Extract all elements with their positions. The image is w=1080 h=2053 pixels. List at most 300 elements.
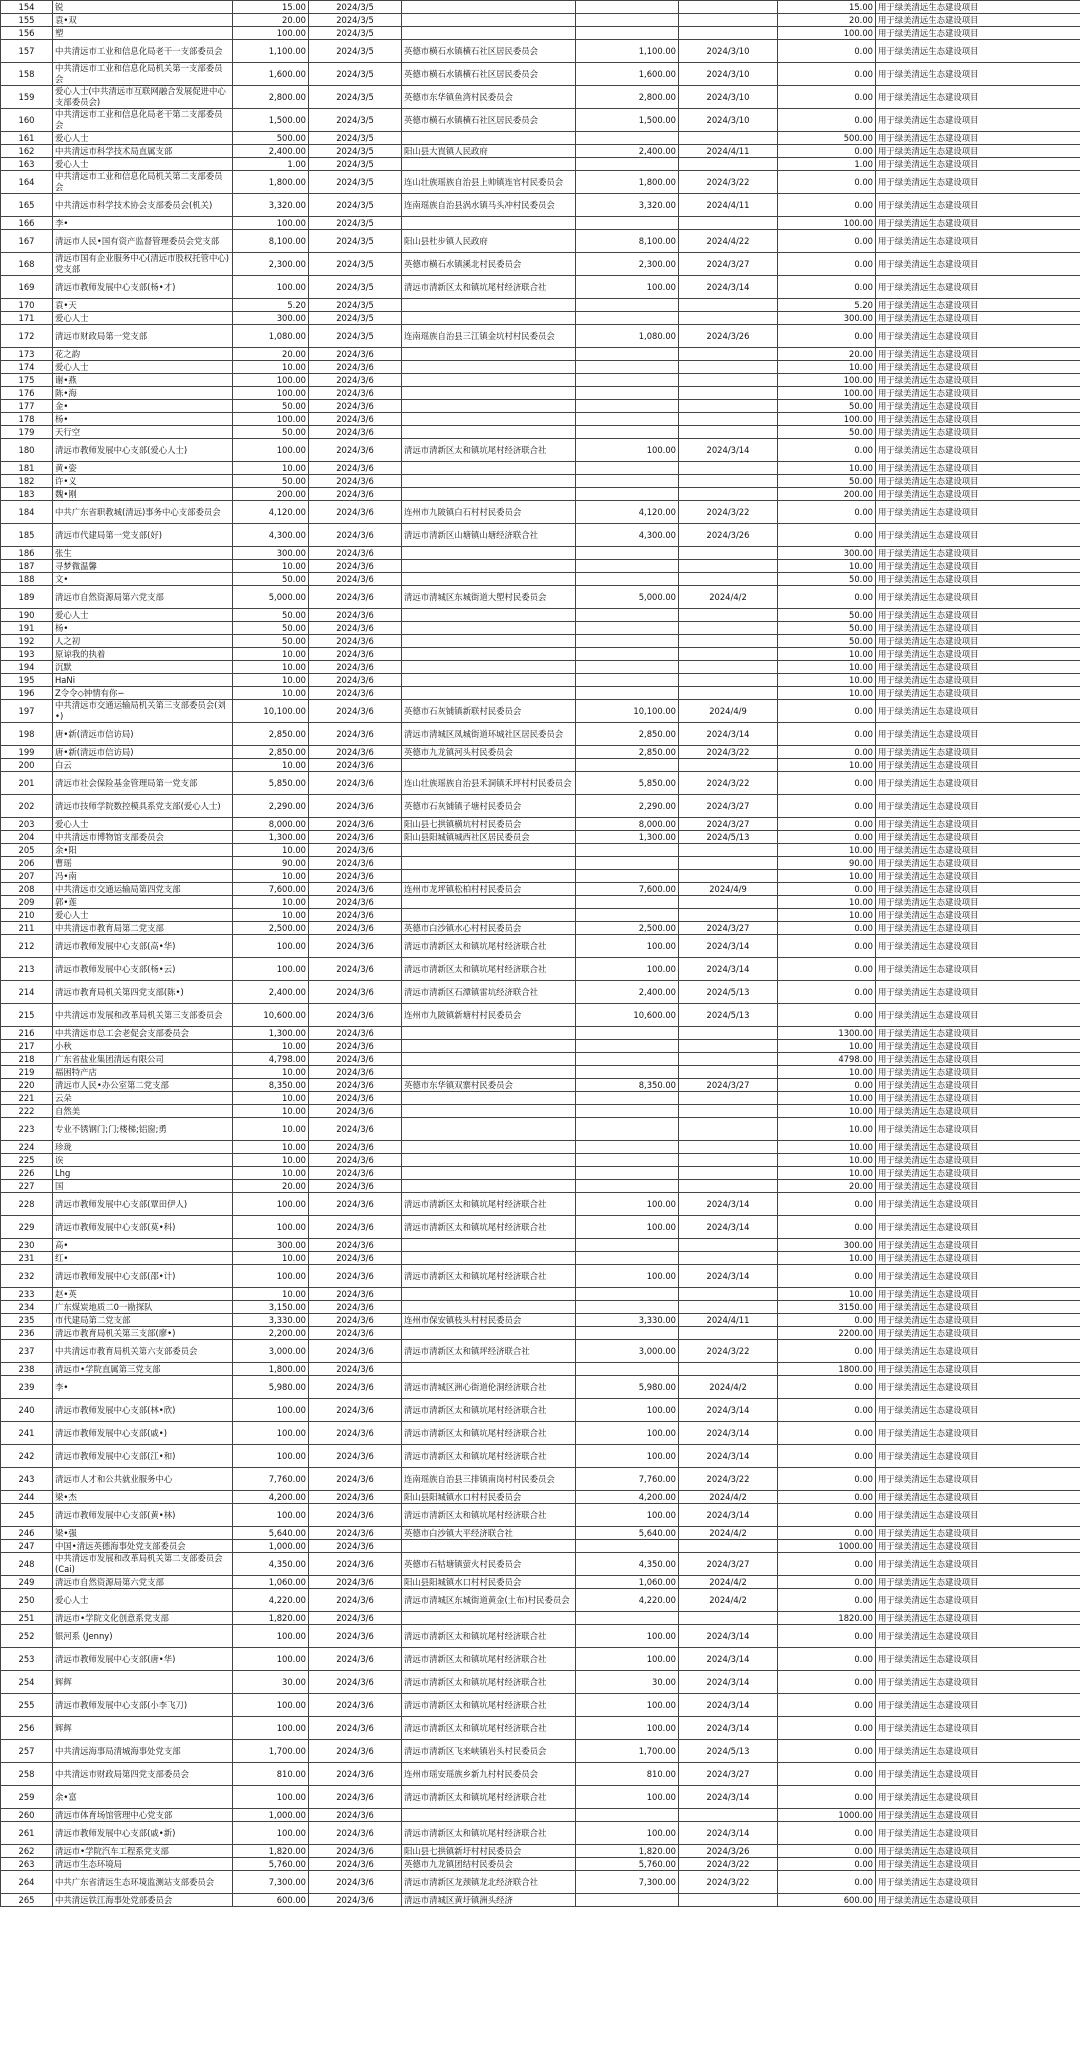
balance-amount: 10.00 <box>778 560 876 573</box>
row-number: 254 <box>1 1671 53 1694</box>
donation-date: 2024/3/6 <box>309 1589 402 1612</box>
donor-name: 清远市教师发展中心支部(杨•云) <box>53 958 233 981</box>
donor-name: 魏•刚 <box>53 488 233 501</box>
donation-amount: 10.00 <box>233 560 309 573</box>
donation-date: 2024/3/6 <box>309 560 402 573</box>
purpose: 用于绿美清远生态建设项目 <box>876 400 1080 413</box>
row-number: 216 <box>1 1027 53 1040</box>
balance-amount: 10.00 <box>778 1167 876 1180</box>
table-row <box>1 1252 1080 1265</box>
table-row <box>1 27 1080 40</box>
donation-amount: 100.00 <box>233 1625 309 1648</box>
donation-date: 2024/3/6 <box>309 746 402 759</box>
donation-amount: 100.00 <box>233 1422 309 1445</box>
donor-name: 清远市人才和公共就业服务中心 <box>53 1468 233 1491</box>
donation-date: 2024/3/6 <box>309 400 402 413</box>
table-row <box>1 586 1080 609</box>
allocated-amount: 810.00 <box>576 1763 679 1786</box>
recipient-unit: 英德市白沙镇水心村村民委员会 <box>402 922 576 935</box>
purpose: 用于绿美清远生态建设项目 <box>876 1740 1080 1763</box>
balance-amount: 0.00 <box>778 1314 876 1327</box>
recipient-unit: 清远市清新区太和镇坑尾村经济联合社 <box>402 1504 576 1527</box>
allocated-amount: 1,100.00 <box>576 40 679 63</box>
table-row <box>1 795 1080 818</box>
purpose: 用于绿美清远生态建设项目 <box>876 86 1080 109</box>
allocated-amount <box>576 909 679 922</box>
donation-date: 2024/3/6 <box>309 981 402 1004</box>
balance-amount: 200.00 <box>778 488 876 501</box>
recipient-unit <box>402 687 576 700</box>
row-number: 210 <box>1 909 53 922</box>
row-number: 205 <box>1 844 53 857</box>
purpose: 用于绿美清远生态建设项目 <box>876 700 1080 723</box>
allocation-date <box>679 1301 778 1314</box>
allocated-amount <box>576 1092 679 1105</box>
donation-amount: 2,400.00 <box>233 981 309 1004</box>
allocation-date: 2024/3/14 <box>679 1822 778 1845</box>
donor-name: 人之初 <box>53 635 233 648</box>
purpose: 用于绿美清远生态建设项目 <box>876 1399 1080 1422</box>
table-row <box>1 1288 1080 1301</box>
donation-amount: 1,300.00 <box>233 831 309 844</box>
balance-amount: 0.00 <box>778 922 876 935</box>
table-row <box>1 1468 1080 1491</box>
donor-name: 清远市代建局第一党支部(好) <box>53 524 233 547</box>
allocated-amount: 100.00 <box>576 1445 679 1468</box>
balance-amount: 0.00 <box>778 1822 876 1845</box>
donation-date: 2024/3/6 <box>309 1740 402 1763</box>
purpose: 用于绿美清远生态建设项目 <box>876 759 1080 772</box>
balance-amount: 10.00 <box>778 759 876 772</box>
balance-amount: 0.00 <box>778 1763 876 1786</box>
recipient-unit <box>402 609 576 622</box>
allocated-amount <box>576 1809 679 1822</box>
balance-amount: 0.00 <box>778 1625 876 1648</box>
donor-name: 爱心人士 <box>53 909 233 922</box>
recipient-unit <box>402 1809 576 1822</box>
row-number: 185 <box>1 524 53 547</box>
table-row <box>1 958 1080 981</box>
recipient-unit: 清远市清新区太和镇坑尾村经济联合社 <box>402 958 576 981</box>
donation-date: 2024/3/6 <box>309 795 402 818</box>
purpose: 用于绿美清远生态建设项目 <box>876 1167 1080 1180</box>
table-row <box>1 1589 1080 1612</box>
row-number: 206 <box>1 857 53 870</box>
donation-amount: 20.00 <box>233 1180 309 1193</box>
purpose: 用于绿美清远生态建设项目 <box>876 1648 1080 1671</box>
balance-amount: 1.00 <box>778 158 876 171</box>
allocated-amount: 2,400.00 <box>576 981 679 1004</box>
donation-date: 2024/3/6 <box>309 883 402 896</box>
allocation-date: 2024/3/26 <box>679 1845 778 1858</box>
table-row <box>1 1 1080 14</box>
donation-date: 2024/3/5 <box>309 171 402 194</box>
row-number: 198 <box>1 723 53 746</box>
recipient-unit <box>402 1141 576 1154</box>
allocated-amount: 1,600.00 <box>576 63 679 86</box>
balance-amount: 0.00 <box>778 1265 876 1288</box>
balance-amount: 10.00 <box>778 1288 876 1301</box>
allocation-date: 2024/5/13 <box>679 831 778 844</box>
donation-amount: 10,600.00 <box>233 1004 309 1027</box>
recipient-unit: 清远市清新区太和镇坑尾村经济联合社 <box>402 276 576 299</box>
purpose: 用于绿美清远生态建设项目 <box>876 586 1080 609</box>
allocated-amount <box>576 1288 679 1301</box>
donation-amount: 3,320.00 <box>233 194 309 217</box>
row-number: 196 <box>1 687 53 700</box>
row-number: 159 <box>1 86 53 109</box>
donor-name: 张生 <box>53 547 233 560</box>
purpose: 用于绿美清远生态建设项目 <box>876 1301 1080 1314</box>
donation-amount: 5,640.00 <box>233 1527 309 1540</box>
balance-amount: 20.00 <box>778 348 876 361</box>
donor-name: 清远市教师发展中心支部(莫•科) <box>53 1216 233 1239</box>
table-row <box>1 1265 1080 1288</box>
table-row <box>1 1027 1080 1040</box>
donation-amount: 100.00 <box>233 1265 309 1288</box>
donation-amount: 4,350.00 <box>233 1553 309 1576</box>
table-row <box>1 635 1080 648</box>
purpose: 用于绿美清远生态建设项目 <box>876 312 1080 325</box>
allocation-date: 2024/3/26 <box>679 524 778 547</box>
balance-amount: 0.00 <box>778 1648 876 1671</box>
row-number: 263 <box>1 1858 53 1871</box>
donation-date: 2024/3/6 <box>309 1376 402 1399</box>
row-number: 164 <box>1 171 53 194</box>
row-number: 230 <box>1 1239 53 1252</box>
allocation-date: 2024/3/27 <box>679 795 778 818</box>
allocated-amount: 2,800.00 <box>576 86 679 109</box>
allocated-amount <box>576 1118 679 1141</box>
balance-amount: 0.00 <box>778 700 876 723</box>
table-row <box>1 831 1080 844</box>
balance-amount: 10.00 <box>778 896 876 909</box>
donor-name: 小秋 <box>53 1040 233 1053</box>
donation-date: 2024/3/6 <box>309 1027 402 1040</box>
table-row <box>1 772 1080 795</box>
donor-name: 中共清远市工业和信息化局老干一支部委员会 <box>53 40 233 63</box>
row-number: 231 <box>1 1252 53 1265</box>
row-number: 242 <box>1 1445 53 1468</box>
donation-date: 2024/3/6 <box>309 1527 402 1540</box>
donor-name: 中共清远市发展和改革局机关第二支部委员会(Cai) <box>53 1553 233 1576</box>
table-row <box>1 387 1080 400</box>
table-row <box>1 560 1080 573</box>
purpose: 用于绿美清远生态建设项目 <box>876 922 1080 935</box>
allocated-amount <box>576 661 679 674</box>
allocated-amount <box>576 374 679 387</box>
row-number: 256 <box>1 1717 53 1740</box>
purpose: 用于绿美清远生态建设项目 <box>876 1576 1080 1589</box>
donation-date: 2024/3/6 <box>309 661 402 674</box>
donor-name: 爱心人士(中共清远市互联网融合发展促进中心支部委员会) <box>53 86 233 109</box>
allocation-date <box>679 1612 778 1625</box>
recipient-unit: 阳山县阳城镇城西社区居民委员会 <box>402 831 576 844</box>
allocation-date <box>679 1540 778 1553</box>
recipient-unit: 清远市清城区洲心街道伦洞经济联合社 <box>402 1376 576 1399</box>
table-row <box>1 1239 1080 1252</box>
donation-date: 2024/3/6 <box>309 462 402 475</box>
allocated-amount: 100.00 <box>576 1216 679 1239</box>
purpose: 用于绿美清远生态建设项目 <box>876 1468 1080 1491</box>
recipient-unit <box>402 348 576 361</box>
donation-amount: 100.00 <box>233 935 309 958</box>
purpose: 用于绿美清远生态建设项目 <box>876 1327 1080 1340</box>
donation-amount: 300.00 <box>233 547 309 560</box>
allocation-date <box>679 609 778 622</box>
recipient-unit: 清远市清新区太和镇坑尾村经济联合社 <box>402 1671 576 1694</box>
donation-amount: 2,500.00 <box>233 922 309 935</box>
donor-name: 梁•杰 <box>53 1491 233 1504</box>
balance-amount: 0.00 <box>778 1589 876 1612</box>
allocated-amount: 100.00 <box>576 276 679 299</box>
table-row <box>1 687 1080 700</box>
row-number: 260 <box>1 1809 53 1822</box>
donation-amount: 1,300.00 <box>233 1027 309 1040</box>
purpose: 用于绿美清远生态建设项目 <box>876 1871 1080 1894</box>
donor-name: 中共清远市交通运输局机关第三支部委员会(刘•) <box>53 700 233 723</box>
purpose: 用于绿美清远生态建设项目 <box>876 1252 1080 1265</box>
allocation-date <box>679 1167 778 1180</box>
donation-date: 2024/3/6 <box>309 1265 402 1288</box>
allocated-amount <box>576 1 679 14</box>
donor-name: 谢•燕 <box>53 374 233 387</box>
allocated-amount: 100.00 <box>576 1717 679 1740</box>
table-row <box>1 1740 1080 1763</box>
row-number: 188 <box>1 573 53 586</box>
donor-name: 杨• <box>53 622 233 635</box>
table-row <box>1 1053 1080 1066</box>
donation-date: 2024/3/5 <box>309 299 402 312</box>
donor-name: 金• <box>53 400 233 413</box>
donation-amount: 50.00 <box>233 635 309 648</box>
balance-amount: 0.00 <box>778 795 876 818</box>
table-row <box>1 935 1080 958</box>
recipient-unit: 连州市龙坪镇松柏村村民委员会 <box>402 883 576 896</box>
donation-amount: 10.00 <box>233 896 309 909</box>
donation-date: 2024/3/5 <box>309 325 402 348</box>
row-number: 214 <box>1 981 53 1004</box>
donation-amount: 30.00 <box>233 1671 309 1694</box>
purpose: 用于绿美清远生态建设项目 <box>876 348 1080 361</box>
allocation-date: 2024/3/10 <box>679 86 778 109</box>
allocation-date <box>679 674 778 687</box>
ledger-body <box>1 1 1080 1907</box>
donation-amount: 2,850.00 <box>233 723 309 746</box>
table-row <box>1 462 1080 475</box>
donation-date: 2024/3/6 <box>309 1822 402 1845</box>
table-row <box>1 1445 1080 1468</box>
donation-date: 2024/3/6 <box>309 1340 402 1363</box>
donation-amount: 100.00 <box>233 1786 309 1809</box>
purpose: 用于绿美清远生态建设项目 <box>876 1066 1080 1079</box>
row-number: 225 <box>1 1154 53 1167</box>
donation-date: 2024/3/6 <box>309 1809 402 1822</box>
balance-amount: 0.00 <box>778 1079 876 1092</box>
recipient-unit <box>402 1252 576 1265</box>
allocated-amount <box>576 462 679 475</box>
recipient-unit: 连南瑶族自治县涡水镇马头冲村民委员会 <box>402 194 576 217</box>
table-row <box>1 818 1080 831</box>
donation-date: 2024/3/6 <box>309 759 402 772</box>
donation-date: 2024/3/6 <box>309 844 402 857</box>
row-number: 170 <box>1 299 53 312</box>
allocation-date: 2024/3/27 <box>679 1553 778 1576</box>
purpose: 用于绿美清远生态建设项目 <box>876 746 1080 759</box>
row-number: 259 <box>1 1786 53 1809</box>
purpose: 用于绿美清远生态建设项目 <box>876 883 1080 896</box>
donation-amount: 1,820.00 <box>233 1845 309 1858</box>
donation-amount: 10.00 <box>233 759 309 772</box>
donor-name: 高• <box>53 1239 233 1252</box>
recipient-unit: 清远市清新区龙颈镇龙北经济联合社 <box>402 1871 576 1894</box>
allocation-date <box>679 1180 778 1193</box>
donation-date: 2024/3/6 <box>309 1399 402 1422</box>
donor-name: 清远市财政局第一党支部 <box>53 325 233 348</box>
balance-amount: 10.00 <box>778 1105 876 1118</box>
allocation-date: 2024/3/14 <box>679 1504 778 1527</box>
donation-date: 2024/3/5 <box>309 63 402 86</box>
allocated-amount <box>576 1894 679 1907</box>
allocated-amount: 10,100.00 <box>576 700 679 723</box>
recipient-unit: 阳山县阳城镇水口村村民委员会 <box>402 1491 576 1504</box>
balance-amount: 0.00 <box>778 276 876 299</box>
balance-amount: 10.00 <box>778 661 876 674</box>
purpose: 用于绿美清远生态建设项目 <box>876 560 1080 573</box>
balance-amount: 5.20 <box>778 299 876 312</box>
donation-amount: 10.00 <box>233 1105 309 1118</box>
purpose: 用于绿美清远生态建设项目 <box>876 1540 1080 1553</box>
allocated-amount: 8,000.00 <box>576 818 679 831</box>
row-number: 239 <box>1 1376 53 1399</box>
table-row <box>1 299 1080 312</box>
donor-name: 余•富 <box>53 1786 233 1809</box>
donor-name: 中共清远市科学技术局直属支部 <box>53 145 233 158</box>
donor-name: 清远市生态环境局 <box>53 1858 233 1871</box>
table-row <box>1 1822 1080 1845</box>
donor-name: 清远市自然资源局第六党支部 <box>53 586 233 609</box>
balance-amount: 0.00 <box>778 1004 876 1027</box>
purpose: 用于绿美清远生态建设项目 <box>876 1504 1080 1527</box>
balance-amount: 1000.00 <box>778 1540 876 1553</box>
balance-amount: 0.00 <box>778 1858 876 1871</box>
donor-name: 中共清远市博物馆支部委员会 <box>53 831 233 844</box>
donor-name: 银河系 (Jenny) <box>53 1625 233 1648</box>
table-row <box>1 1625 1080 1648</box>
allocated-amount <box>576 1252 679 1265</box>
recipient-unit <box>402 374 576 387</box>
purpose: 用于绿美清远生态建设项目 <box>876 1118 1080 1141</box>
recipient-unit <box>402 759 576 772</box>
allocated-amount <box>576 1027 679 1040</box>
donation-date: 2024/3/6 <box>309 1648 402 1671</box>
row-number: 172 <box>1 325 53 348</box>
balance-amount: 0.00 <box>778 63 876 86</box>
donor-name: 云朵 <box>53 1092 233 1105</box>
table-row <box>1 475 1080 488</box>
purpose: 用于绿美清远生态建设项目 <box>876 622 1080 635</box>
purpose: 用于绿美清远生态建设项目 <box>876 1809 1080 1822</box>
table-row <box>1 171 1080 194</box>
allocated-amount: 100.00 <box>576 958 679 981</box>
table-row <box>1 1809 1080 1822</box>
balance-amount: 0.00 <box>778 1376 876 1399</box>
row-number: 244 <box>1 1491 53 1504</box>
recipient-unit: 清远市清新区太和镇坑尾村经济联合社 <box>402 1399 576 1422</box>
donation-amount: 4,798.00 <box>233 1053 309 1066</box>
donation-date: 2024/3/6 <box>309 1193 402 1216</box>
allocation-date: 2024/3/22 <box>679 772 778 795</box>
donor-name: 黄•姿 <box>53 462 233 475</box>
allocation-date <box>679 1809 778 1822</box>
balance-amount: 100.00 <box>778 413 876 426</box>
donation-date: 2024/3/6 <box>309 1694 402 1717</box>
table-row <box>1 1092 1080 1105</box>
donor-name: 白云 <box>53 759 233 772</box>
balance-amount: 0.00 <box>778 171 876 194</box>
allocation-date: 2024/3/14 <box>679 1445 778 1468</box>
donor-name: 清远市教师发展中心支部(小李飞刀) <box>53 1694 233 1717</box>
row-number: 241 <box>1 1422 53 1445</box>
purpose: 用于绿美清远生态建设项目 <box>876 1422 1080 1445</box>
balance-amount: 0.00 <box>778 230 876 253</box>
table-row <box>1 109 1080 132</box>
allocation-date <box>679 759 778 772</box>
row-number: 249 <box>1 1576 53 1589</box>
donation-amount: 100.00 <box>233 1694 309 1717</box>
recipient-unit: 连南瑶族自治县三江镇金坑村村民委员会 <box>402 325 576 348</box>
allocated-amount <box>576 648 679 661</box>
row-number: 246 <box>1 1527 53 1540</box>
recipient-unit <box>402 1118 576 1141</box>
row-number: 251 <box>1 1612 53 1625</box>
allocated-amount <box>576 687 679 700</box>
donation-date: 2024/3/6 <box>309 1066 402 1079</box>
allocation-date: 2024/3/14 <box>679 935 778 958</box>
row-number: 189 <box>1 586 53 609</box>
donor-name: 梁•强 <box>53 1527 233 1540</box>
balance-amount: 10.00 <box>778 844 876 857</box>
purpose: 用于绿美清远生态建设项目 <box>876 524 1080 547</box>
recipient-unit: 清远市清城区黄圩镇洲头经济 <box>402 1894 576 1907</box>
purpose: 用于绿美清远生态建设项目 <box>876 674 1080 687</box>
row-number: 238 <box>1 1363 53 1376</box>
table-row <box>1 40 1080 63</box>
donation-amount: 15.00 <box>233 1 309 14</box>
allocation-date: 2024/3/10 <box>679 109 778 132</box>
table-row <box>1 132 1080 145</box>
allocation-date: 2024/3/14 <box>679 1193 778 1216</box>
donation-amount: 100.00 <box>233 1193 309 1216</box>
donation-amount: 600.00 <box>233 1894 309 1907</box>
purpose: 用于绿美清远生态建设项目 <box>876 462 1080 475</box>
allocation-date: 2024/3/22 <box>679 1871 778 1894</box>
recipient-unit: 清远市清新区山塘镇山塘经济联合社 <box>402 524 576 547</box>
purpose: 用于绿美清远生态建设项目 <box>876 1141 1080 1154</box>
purpose: 用于绿美清远生态建设项目 <box>876 935 1080 958</box>
recipient-unit: 清远市清新区太和镇坑尾村经济联合社 <box>402 1717 576 1740</box>
donation-date: 2024/3/6 <box>309 1301 402 1314</box>
allocation-date <box>679 413 778 426</box>
balance-amount: 0.00 <box>778 1553 876 1576</box>
balance-amount: 0.00 <box>778 772 876 795</box>
allocation-date: 2024/3/14 <box>679 1717 778 1740</box>
donation-amount: 8,100.00 <box>233 230 309 253</box>
balance-amount: 1800.00 <box>778 1363 876 1376</box>
recipient-unit <box>402 896 576 909</box>
recipient-unit <box>402 1612 576 1625</box>
donation-date: 2024/3/5 <box>309 158 402 171</box>
